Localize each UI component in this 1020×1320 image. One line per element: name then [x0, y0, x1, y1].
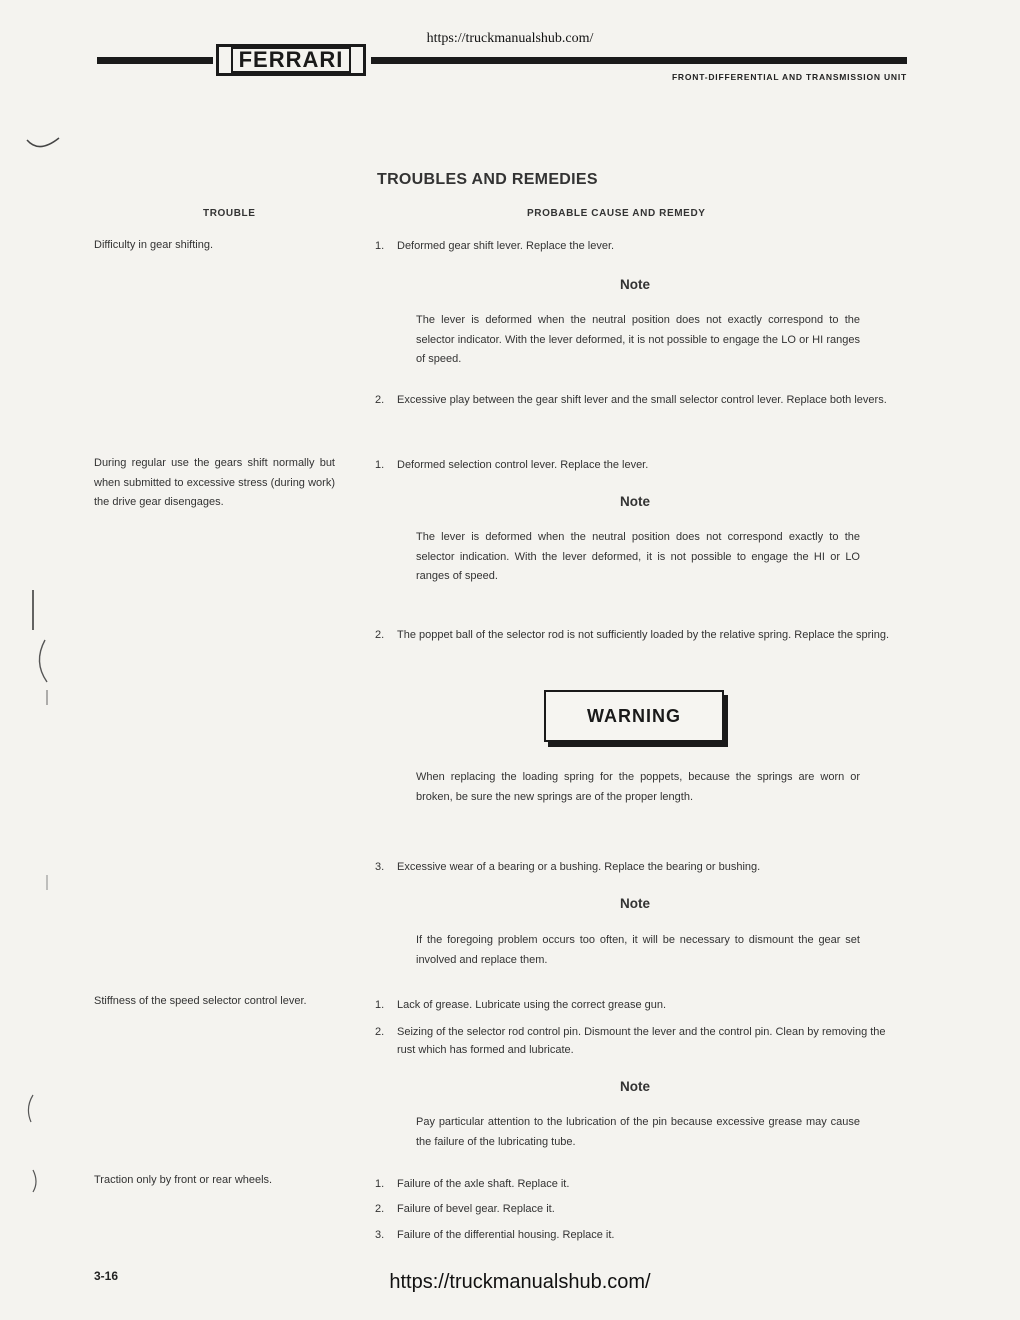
remedy-number: 3.: [375, 1229, 385, 1241]
remedy-item: [375, 1226, 900, 1244]
remedy-item: [375, 456, 900, 474]
remedy-text: Excessive play between the gear shift lever and the small selector control lever. Replace both levers.: [397, 394, 887, 406]
warning-text: When replacing the loading spring for the poppets, because the springs are worn or broken, be sure the new springs are of the proper length.: [416, 771, 860, 803]
note-body: If the foregoing problem occurs too often, it will be necessary to dismount the gear set involved and replace them.: [416, 934, 860, 966]
remedy-number: 2.: [375, 1026, 385, 1038]
remedy-number: 2.: [375, 394, 385, 406]
scan-margin-marks: [25, 130, 65, 1210]
header-rule-left: [97, 57, 213, 64]
remedy-item: [375, 1200, 900, 1218]
remedy-item: [375, 858, 900, 876]
remedy-number: 1.: [375, 1178, 385, 1190]
remedy-item: [375, 237, 900, 255]
remedy-number: 2.: [375, 629, 385, 641]
remedy-text: Seizing of the selector rod control pin. Dismount the lever and the control pin. Clean by removing the rust which has formed and lubricate.: [397, 1026, 886, 1056]
trouble-item: Stiffness of the speed selector control lever.: [94, 995, 307, 1007]
note-title: Note: [620, 1079, 650, 1094]
trouble-item: Traction only by front or rear wheels.: [94, 1174, 273, 1186]
note-title: Note: [620, 494, 650, 509]
note-body: The lever is deformed when the neutral position does not correspond exactly to the selector indication. With the lever deformed, it is not possible to engage the HI or LO ranges of speed.: [416, 531, 860, 582]
remedy-text: Lack of grease. Lubricate using the correct grease gun.: [397, 999, 667, 1011]
trouble-item: During regular use the gears shift normally but when submitted to excessive stress (during work) the drive gear disengages.: [94, 457, 335, 508]
remedy-number: 1.: [375, 240, 385, 252]
trouble-item: Difficulty in gear shifting.: [94, 239, 214, 251]
note-title: Note: [620, 277, 650, 292]
brand-name: FERRARI: [231, 47, 352, 73]
source-url[interactable]: https://truckmanualshub.com/: [426, 31, 594, 46]
warning-badge: WARNING: [544, 690, 724, 742]
remedy-item: [375, 391, 900, 409]
remedy-text: Deformed selection control lever. Replace the lever.: [397, 459, 649, 471]
footer-url[interactable]: https://truckmanualshub.com/: [389, 1271, 651, 1293]
header-label: FRONT-DIFFERENTIAL AND TRANSMISSION UNIT: [671, 72, 907, 82]
remedy-column-header: PROBABLE CAUSE AND REMEDY: [527, 208, 706, 219]
remedy-item: [375, 626, 900, 644]
remedy-text: Deformed gear shift lever. Replace the lever.: [397, 240, 615, 252]
page-number: 3-16: [94, 1269, 119, 1283]
remedy-text: The poppet ball of the selector rod is not sufficiently loaded by the relative spring. Replace the spring.: [397, 629, 890, 641]
remedy-number: 1.: [375, 459, 385, 471]
section-title: TROUBLES AND REMEDIES: [377, 171, 598, 188]
header-rule-right: [371, 57, 907, 64]
remedy-number: 3.: [375, 861, 385, 873]
remedy-number: 1.: [375, 999, 385, 1011]
remedy-number: 2.: [375, 1203, 385, 1215]
note-title: Note: [620, 896, 650, 911]
remedy-text: Failure of the differential housing. Replace it.: [397, 1229, 615, 1241]
remedy-text: Failure of bevel gear. Replace it.: [397, 1203, 555, 1215]
note-body: The lever is deformed when the neutral position does not exactly correspond to the selector indicator. With the lever deformed, it is not possible to engage the LO or HI ranges of speed.: [416, 314, 860, 365]
remedy-item: [375, 1175, 900, 1193]
trouble-column-header: TROUBLE: [203, 208, 256, 219]
remedy-text: Excessive wear of a bearing or a bushing. Replace the bearing or bushing.: [397, 861, 761, 873]
ferrari-logo: [216, 44, 366, 76]
note-body: Pay particular attention to the lubrication of the pin because excessive grease may cause the failure of the lubricating tube.: [416, 1116, 860, 1148]
remedy-text: Failure of the axle shaft. Replace it.: [397, 1178, 570, 1190]
remedy-item: [375, 1023, 900, 1059]
remedy-item: [375, 996, 900, 1014]
